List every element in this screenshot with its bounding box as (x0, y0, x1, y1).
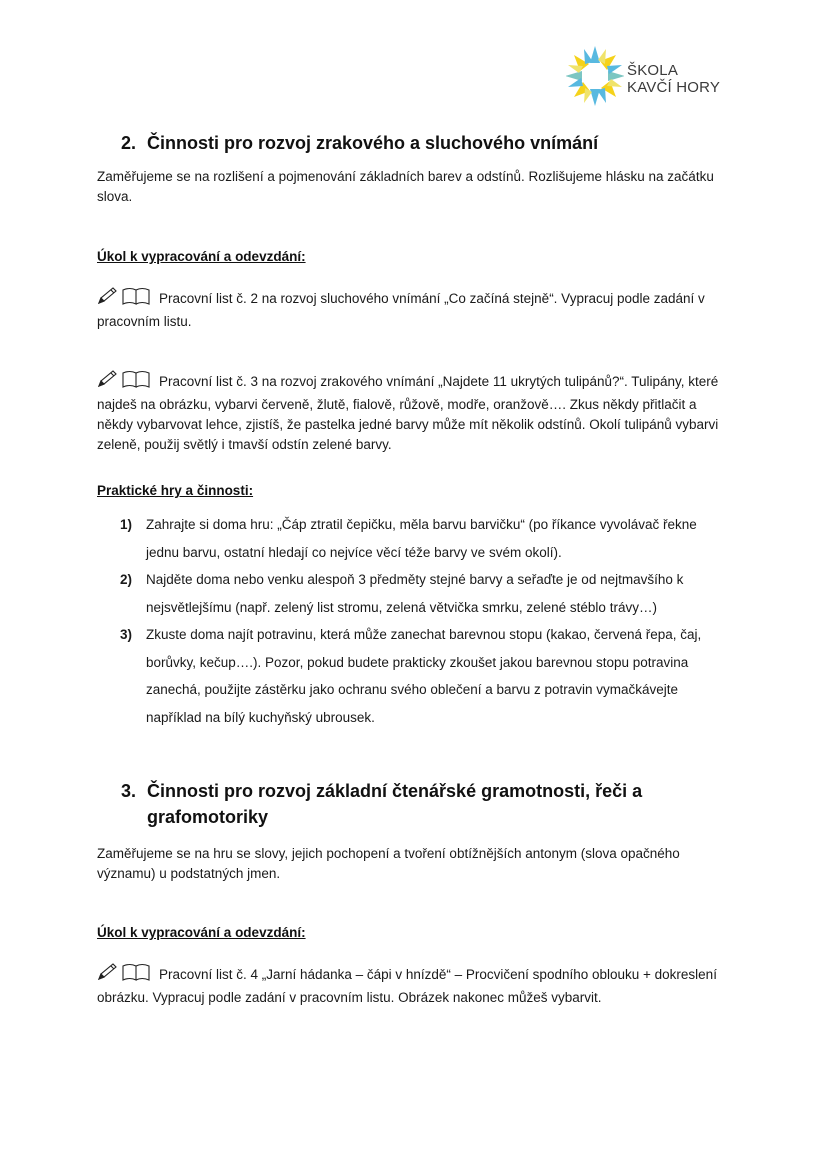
list-text: Zahrajte si doma hru: „Čáp ztratil čepičku, měla barvu barvičku“ (po říkance vyvolávač řekne jednu barvu, ostatní hledají co nejvíce věcí téže barvy ve svém okolí). (146, 517, 697, 560)
section-2-task-heading: Úkol k vypracování a odevzdání: (97, 249, 306, 264)
pencil-book-icon (97, 962, 151, 988)
logo-text (627, 62, 720, 96)
task-item (97, 369, 729, 455)
section-2-number: 2. (121, 133, 137, 153)
school-logo (566, 44, 726, 108)
games-heading: Praktické hry a činnosti: (97, 483, 254, 498)
section-3-intro: Zaměřujeme se na hru se slovy, jejich pochopení a tvoření obtížnějších antonym (slova opačného významu) u podstatných jmen. (97, 846, 680, 881)
logo-line-1: ŠKOLA (627, 62, 679, 79)
logo-line-2: KAVČÍ HORY (627, 79, 721, 96)
section-3-number: 3. (121, 781, 137, 801)
task-text: Pracovní list č. 4 „Jarní hádanka – čápi v hnízdě“ – Procvičení spodního oblouku + dokreslení obrázku. Vypracuj podle zadání v pracovním listu. Obrázek nakonec můžeš vybarvit. (97, 967, 717, 1005)
section-3-title-line-2: grafomotoriky (147, 807, 269, 827)
list-text: Najděte doma nebo venku alespoň 3 předměty stejné barvy a seřaďte je od nejtmavšího k nejsvětlejšímu (např. zelený list stromu, zelená větvička smrku, zelené stéblo trávy…) (146, 572, 684, 615)
sun-logo-icon (566, 44, 624, 108)
list-number: 1) (120, 517, 133, 532)
section-2-title: Činnosti pro rozvoj zrakového a sluchového vnímání (147, 133, 599, 153)
list-item (120, 621, 720, 731)
list-item (120, 566, 720, 621)
task-text: Pracovní list č. 2 na rozvoj sluchového vnímání „Co začíná stejně“. Vypracuj podle zadání v pracovním listu. (97, 291, 705, 329)
pencil-book-icon (97, 286, 151, 312)
list-text: Zkuste doma najít potravinu, která může zanechat barevnou stopu (kakao, červená řepa, čaj, borůvky, kečup….). Pozor, pokud budete prakticky zkoušet jakou barevnou stopu potravina zanechá, použijte zástěrku jako ochranu svého oblečení a barvu z potravin vymačkávejte například na bílý kuchyňský ubrousek. (146, 627, 702, 725)
list-item (120, 511, 720, 566)
list-number: 3) (120, 627, 133, 642)
section-2-intro: Zaměřujeme se na rozlišení a pojmenování základních barev a odstínů. Rozlišujeme hlásku na začátku slova. (97, 169, 714, 204)
task-text: Pracovní list č. 3 na rozvoj zrakového vnímání „Najdete 11 ukrytých tulipánů?“. Tulipány, které najdeš na obrázku, vybarvi červeně, žlutě, fialově, růžově, modře, oranžově…. Zkus někdy přitlačit a někdy vybarvovat lehce, zjistíš, že pastelka jedné barvy může mít několik odstínů. Okolí tulipánů vybarvi zeleně, použij světlý i tmavší odstín zelené barvy. (97, 374, 719, 452)
task-item (97, 286, 729, 332)
task-item (97, 962, 729, 1008)
section-3-task-heading: Úkol k vypracování a odevzdání: (97, 925, 306, 940)
list-number: 2) (120, 572, 133, 587)
section-3-title-line-1: Činnosti pro rozvoj základní čtenářské gramotnosti, řeči a (147, 781, 643, 801)
pencil-book-icon (97, 369, 151, 395)
